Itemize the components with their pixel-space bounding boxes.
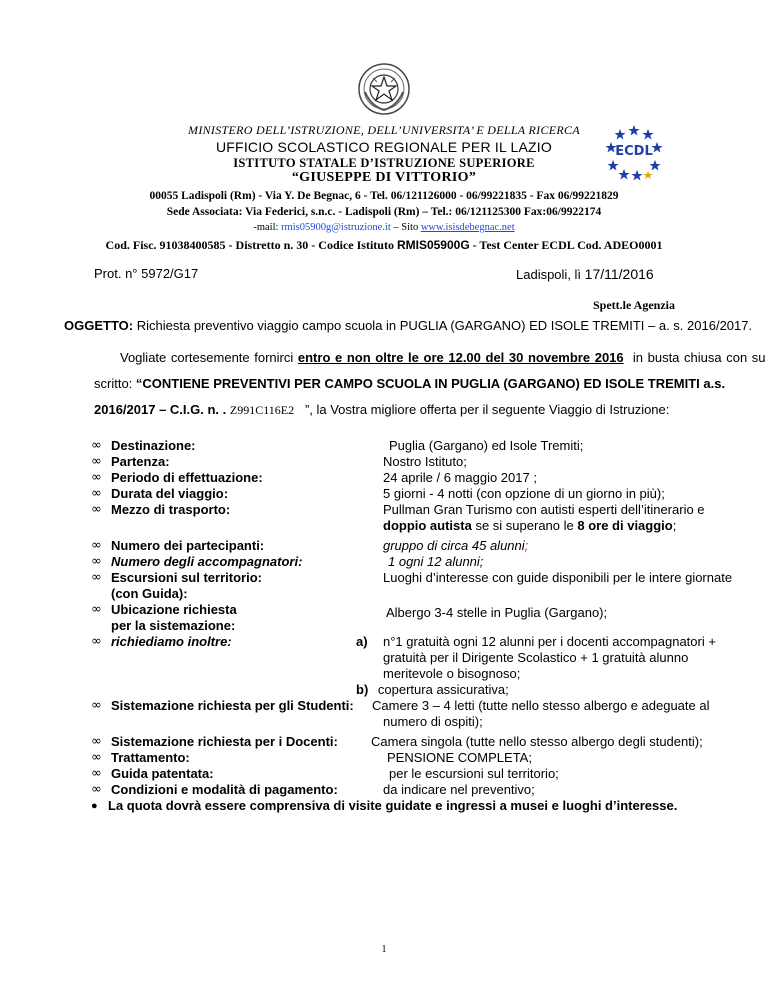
item-value: copertura assicurativa; [377,682,509,697]
item-label: Sistemazione richiesta per i Docenti: [111,734,338,749]
item-label: richiediamo inoltre: [111,634,232,649]
codes-text-a: Cod. Fisc. 91038400585 - Distretto n. 30 - Codice Istituto [105,238,397,252]
item-trattamento [0,750,768,766]
item-symbol-icon: ∞ [91,634,102,649]
item-value: Nostro Istituto; [383,454,467,469]
item-quota [0,798,768,814]
richiediamo-b [356,682,509,698]
item-studenti [0,698,768,714]
deadline: entro e non oltre le ore 12.00 del 30 novembre 2016 [297,350,624,365]
richiediamo-a-line-2: gratuità per il Dirigente Scolastico + 1 gratuità alunno [383,650,689,665]
place-date-label: Ladispoli, lì [516,267,582,282]
item-symbol-icon: ∞ [91,750,102,765]
item-value: Camere 3 – 4 letti (tutte nello stesso albergo e adeguate al [372,698,710,713]
institute-title: ISTITUTO STATALE D’ISTRUZIONE SUPERIORE [233,156,535,170]
item-escursioni [0,570,768,586]
ministry-title: MINISTERO DELL’ISTRUZIONE, DELL’UNIVERSITA’ E DELLA RICERCA [188,123,580,137]
item-partenza [0,454,768,470]
item-escursioni-label-2: (con Guida): [111,586,188,601]
school-name: “GIUSEPPE DI VITTORIO” [291,170,477,185]
site-separator: – Sito [390,222,421,233]
item-label: Destinazione: [111,438,196,453]
item-symbol-icon: ∞ [91,538,102,553]
item-label: Durata del viaggio: [111,486,229,501]
branch-line: Sede Associata: Via Federici, s.n.c. - Ladispoli (Rm) – Tel.: 06/121125300 Fax:06/9922174 [166,206,602,218]
body-line-2 [94,376,725,392]
item-symbol-icon: ∞ [91,698,102,713]
double-driver: doppio autista [383,518,472,533]
item-label: Partenza: [111,454,170,469]
envelope-text: “CONTIENE PREVENTIVI PER CAMPO SCUOLA IN PUGLIA (GARGANO) ED ISOLE TREMITI a.s. [135,376,726,391]
item-value-text: gruppo di circa 45 alunni [383,538,525,553]
page-number: 1 [381,944,387,955]
body-line-1 [120,350,766,366]
body-p3-c: ”, la Vostra migliore offerta per il seguente Viaggio di Istruzione: [304,402,670,417]
item-condizioni [0,782,768,798]
cig-label: 2016/2017 – C.I.G. n. . [94,402,227,417]
mezzo-text: se si superano le [471,518,578,533]
item-destinazione [0,438,768,454]
item-label: Periodo di effettuazione: [111,470,263,485]
mezzo-end: ; [672,518,677,533]
item-mezzo [0,502,768,518]
item-value: Pullman Gran Turismo con autisti esperti dell’itinerario e [383,502,705,517]
item-value: n°1 gratuità ogni 12 alunni per i docenti accompagnatori + [383,634,716,649]
body-p1-a: Vogliate cortesemente fornirci [120,350,294,365]
item-accompagnatori [0,554,768,570]
item-guida [0,766,768,782]
item-periodo [0,470,768,486]
item-symbol-icon: ∞ [91,570,102,585]
codes-line [0,238,768,253]
item-value: Puglia (Gargano) ed Isole Tremiti; [389,438,584,453]
item-symbol-icon: ∞ [91,554,102,569]
office-title: UFFICIO SCOLASTICO REGIONALE PER IL LAZIO [216,139,552,155]
item-label: Sistemazione richiesta per gli Studenti: [111,698,354,713]
cig-code: Z991C116E2 [229,403,295,417]
list-marker-a: a) [356,634,368,649]
protocol-number: 5972/G17 [141,266,199,281]
item-label: Ubicazione richiesta [111,602,237,617]
item-value: Albergo 3-4 stelle in Puglia (Gargano); [386,605,608,620]
institute-code: RMIS05900G [396,238,470,252]
protocol [94,266,198,281]
item-label: Mezzo di trasporto: [111,502,231,517]
item-value: 5 giorni - 4 notti (con opzione di un giorno in più); [383,486,665,501]
item-label: Trattamento: [111,750,190,765]
item-symbol-icon: ∞ [91,438,102,453]
item-value: Luoghi d’interesse con guide disponibili per le intere giornate [383,570,733,585]
item-durata [0,486,768,502]
date: 17/11/2016 [584,266,654,282]
item-value: PENSIONE COMPLETA; [387,750,532,765]
item-docenti [0,734,768,750]
item-symbol-icon: ∞ [91,502,102,517]
item-symbol-icon: ∞ [91,470,102,485]
email-prefix: -mail: [253,222,282,233]
email-link[interactable]: rmis05900g@istruzione.it [281,222,391,233]
republic-emblem-icon [357,62,411,116]
item-value-red: ; [524,538,529,553]
item-numero [0,538,768,554]
subject-label: OGGETTO: [64,318,134,333]
item-symbol-icon: ∞ [91,734,102,749]
body-p1-c: in busta chiusa con su [632,350,766,365]
item-symbol-icon: ∞ [91,782,102,797]
item-mezzo-continued [383,518,676,534]
item-label: Numero degli accompagnatori: [111,554,303,569]
item-value: da indicare nel preventivo; [383,782,535,797]
studenti-line-2: numero di ospiti); [383,714,483,729]
item-symbol-icon: ∞ [91,766,102,781]
body-p2-a: scritto: [94,376,133,391]
hours-limit: 8 ore di viaggio [577,518,673,533]
codes-text-c: - Test Center ECDL Cod. ADEO0001 [469,238,663,252]
place-date [516,266,654,282]
item-value [383,538,528,554]
address-line: 00055 Ladispoli (Rm) - Via Y. De Begnac, 6 - Tel. 06/121126000 - 06/99221835 - Fax 06/99221829 [149,190,619,202]
subject-text: Richiesta preventivo viaggio campo scuola in PUGLIA (GARGANO) ED ISOLE TREMITI – a. s. 2016/2017. [136,318,753,333]
item-value: 1 ogni 12 alunni; [388,554,484,569]
item-ubicazione [0,602,768,618]
item-ubicazione-label-2: per la sistemazione: [111,618,236,633]
quota-text: La quota dovrà essere comprensiva di visite guidate e ingressi a musei e luoghi d’interesse. [108,798,678,813]
list-marker-b: b) [356,682,369,697]
item-value: Camera singola (tutte nello stesso albergo degli studenti); [371,734,703,749]
item-value: 24 aprile / 6 maggio 2017 ; [383,470,537,485]
item-label: Condizioni e modalità di pagamento: [111,782,338,797]
recipient: Spett.le Agenzia [593,298,675,312]
website-link[interactable]: www.isisdebegnac.net [420,222,515,233]
item-value: per le escursioni sul territorio; [389,766,559,781]
item-label: Escursioni sul territorio: [111,570,262,585]
body-line-3 [94,402,669,418]
item-symbol-icon: ∞ [91,454,102,469]
item-label: Numero dei partecipanti: [111,538,265,553]
item-symbol-icon: ∞ [91,602,102,617]
protocol-label: Prot. n° [94,266,138,281]
subject [64,318,752,334]
item-label: Guida patentata: [111,766,214,781]
ecdl-logo-label: ECDL [615,144,653,159]
richiediamo-a-line-3: meritevole o bisognoso; [383,666,521,681]
item-symbol-icon: ∞ [91,486,102,501]
contact-line [0,222,768,233]
bullet-icon: ● [91,800,98,812]
item-richiediamo [0,634,768,650]
